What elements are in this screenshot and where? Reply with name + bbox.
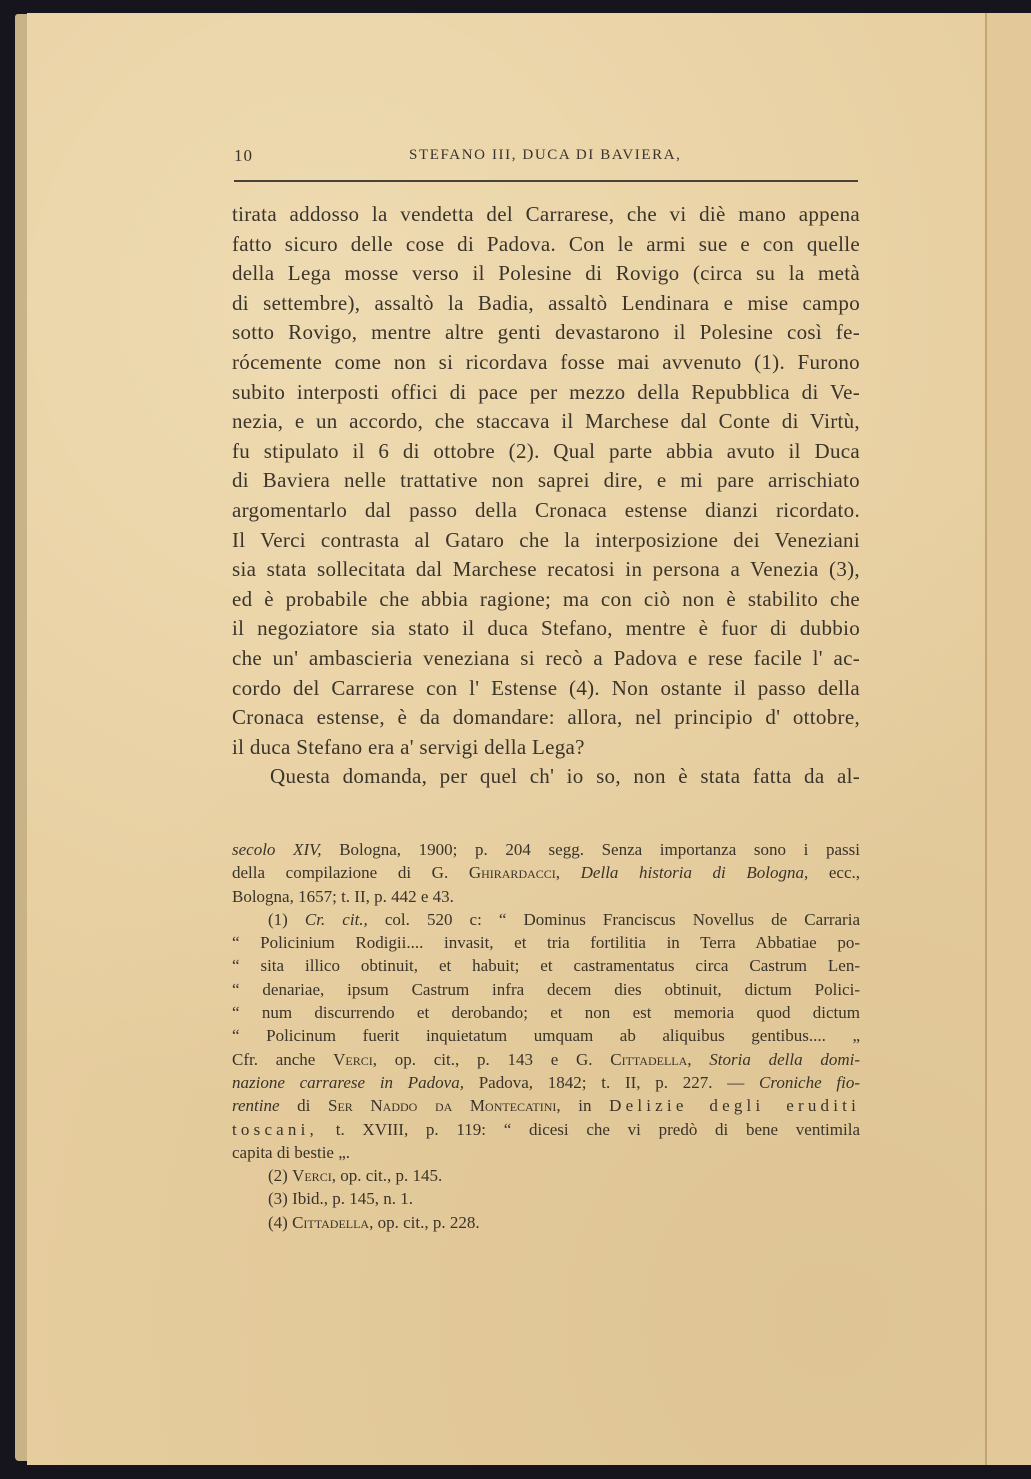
running-head [234, 146, 858, 170]
footnote-line: secolo XIV, Bologna, 1900; p. 204 segg. Senza importanza sono i passi [232, 840, 861, 859]
text-line: ed è probabile che abbia ragione; ma con ciò non è stabilito che [232, 586, 860, 611]
footnote-line: capita di bestie „. [232, 1142, 351, 1162]
footnote-line: “ Policinum fuerit inquietatum umquam ab aliquibus gentibus.... „ [232, 1026, 860, 1046]
footnote-line: “ Policinium Rodigii.... invasit, et tria fortilitia in Terra Abbatiae po- [232, 933, 860, 953]
footnote-4: (4) Cittadella, op. cit., p. 228. [268, 1212, 480, 1232]
text-line: fu stipulato il 6 di ottobre (2). Qual parte abbia avuto il Duca [232, 438, 860, 463]
running-title: STEFANO III, DUCA DI BAVIERA, [409, 147, 682, 163]
text-line: il duca Stefano era a' servigi della Lega? [232, 734, 585, 759]
footnote-line: della compilazione di G. Ghirardacci, Della historia di Bologna, ecc., [232, 863, 861, 883]
footnote-line: “ num discurrendo et derobando; et non est memoria quod dictum [232, 1003, 860, 1023]
text-line: nezia, e un accordo, che staccava il Marchese dal Conte di Virtù, [232, 409, 860, 434]
text-line: di Baviera nelle trattative non saprei dire, e mi pare arrischiato [232, 468, 860, 493]
header-rule [234, 180, 858, 182]
text-line: il negoziatore sia stato il duca Stefano, mentre è fuor di dubbio [232, 616, 860, 641]
text-line: sia stata sollecitata dal Marchese recatosi in persona a Venezia (3), [232, 557, 860, 582]
footnote-line: rentine di Ser Naddo da Montecatini, in Delizie degli eruditi [232, 1096, 860, 1116]
text-line: rócemente come non si ricordava fosse mai avvenuto (1). Furono [232, 349, 860, 374]
next-page-flap [987, 13, 1031, 1465]
footnote-line: Cfr. anche Verci, op. cit., p. 143 e G. Cittadella, Storia della domi- [232, 1049, 861, 1069]
text-line: di settembre), assaltò la Badia, assaltò Lendinara e mise campo [232, 290, 860, 315]
footnote-line: “ denariae, ipsum Castrum infra decem dies obtinuit, dictum Polici- [232, 979, 860, 999]
footnote-line: nazione carrarese in Padova, Padova, 1842; t. II, p. 227. — Croniche fio- [232, 1072, 860, 1092]
footnote-line: “ sita illico obtinuit, et habuit; et castramentatus circa Castrum Len- [232, 956, 860, 976]
text-line: della Lega mosse verso il Polesine di Rovigo (circa su la metà [232, 261, 860, 286]
text-line: Cronaca estense, è da domandare: allora, nel principio d' ottobre, [232, 705, 860, 730]
text-line: subito interposti offici di pace per mezzo della Repubblica di Ve- [232, 379, 860, 404]
paragraph-start-line: Questa domanda, per quel ch' io so, non è stata fatta da al- [270, 764, 860, 789]
footnote-3: (3) Ibid., p. 145, n. 1. [268, 1189, 413, 1209]
text-line: fatto sicuro delle cose di Padova. Con le armi sue e con quelle [232, 231, 860, 256]
text-line: che un' ambascieria veneziana si recò a Padova e rese facile l' ac- [232, 645, 860, 670]
text-line: tirata addosso la vendetta del Carrarese, che vi diè mano appena [232, 202, 860, 226]
footnotes [232, 838, 860, 1234]
footnote-line: Bologna, 1657; t. II, p. 442 e 43. [232, 886, 454, 906]
footnote-2: (2) Verci, op. cit., p. 145. [268, 1166, 443, 1186]
text-line: cordo del Carrarese con l' Estense (4). Non ostante il passo della [232, 675, 860, 700]
page-number: 10 [234, 146, 253, 165]
main-text [232, 200, 860, 792]
page-fold [985, 13, 987, 1465]
text-line: Il Verci contrasta al Gataro che la interposizione dei Veneziani [232, 527, 860, 552]
text-line: sotto Rovigo, mentre altre genti devastarono il Polesine così fe- [232, 320, 860, 345]
footnote-line: toscani, t. XVIII, p. 119: “ dicesi che vi predò di bene ventimila [232, 1119, 860, 1139]
footnote-1: (1) Cr. cit., col. 520 c: “ Dominus Franciscus Novellus de Carraria [268, 909, 860, 929]
text-line: argomentarlo dal passo della Cronaca estense dianzi ricordato. [232, 497, 860, 522]
